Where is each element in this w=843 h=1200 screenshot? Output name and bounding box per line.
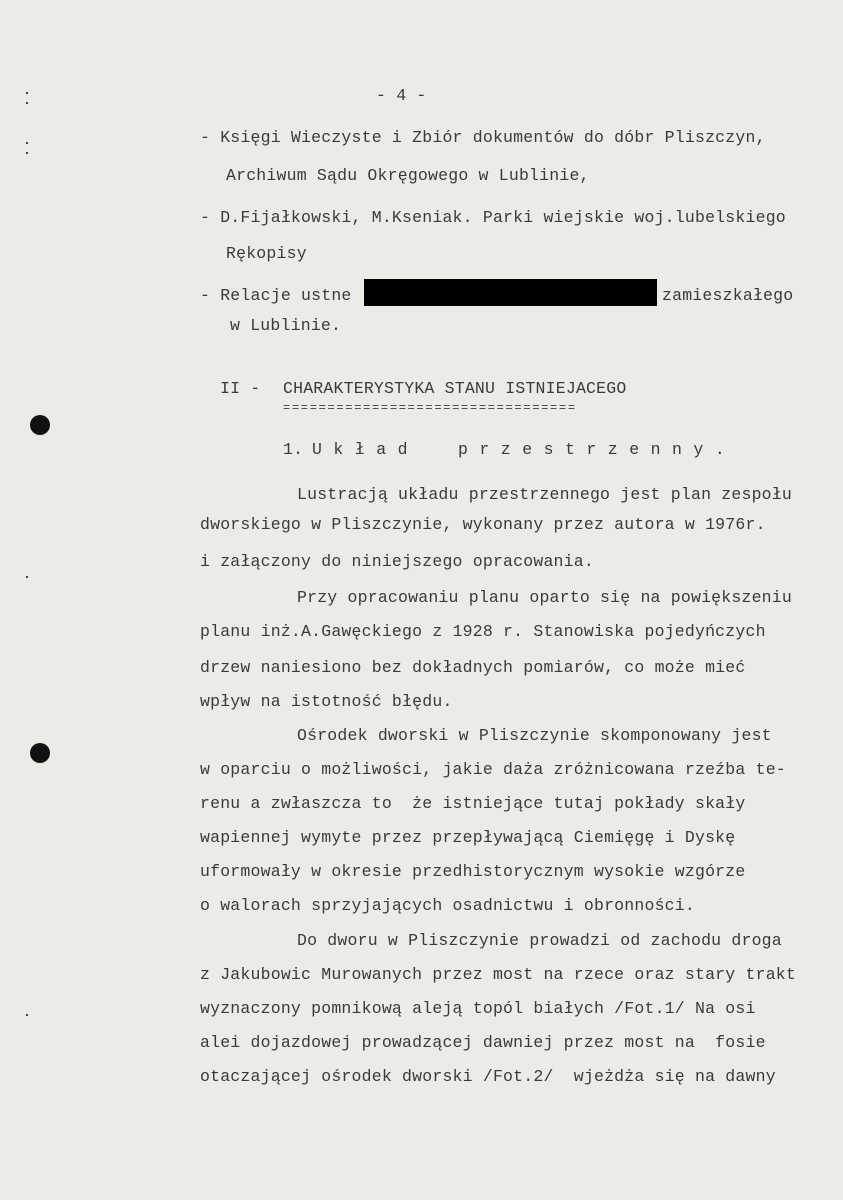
body-line: uformowały w okresie przedhistorycznym wysokie wzgórze: [200, 862, 746, 881]
body-line: i załączony do niniejszego opracowania.: [200, 552, 594, 571]
body-line: wpływ na istotność błędu.: [200, 692, 453, 711]
body-line: alei dojazdowej prowadzącej dawniej przez most na fosie: [200, 1033, 766, 1052]
margin-speck: [26, 576, 28, 578]
section-underline: =================================: [283, 401, 577, 415]
body-line: wyznaczony pomnikową aleją topól białych /Fot.1/ Na osi: [200, 999, 756, 1018]
section-title: CHARAKTERYSTYKA STANU ISTNIEJACEGO: [283, 379, 627, 398]
margin-speck: [26, 1014, 28, 1016]
bibliography-entry-2-line-1: - D.Fijałkowski, M.Kseniak. Parki wiejskie woj.lubelskiego: [200, 208, 786, 227]
section-number: II -: [220, 379, 261, 398]
redaction-bar: [364, 279, 657, 306]
body-line: z Jakubowic Murowanych przez most na rzece oraz stary trakt: [200, 965, 796, 984]
margin-speck: [26, 152, 28, 154]
punch-hole: [30, 415, 50, 435]
body-line: w oparciu o możliwości, jakie daża zróżnicowana rzeźba te-: [200, 760, 786, 779]
bibliography-entry-1-line-2: Archiwum Sądu Okręgowego w Lublinie,: [226, 166, 590, 185]
punch-hole: [30, 743, 50, 763]
bibliography-entry-3-line-1: - Relacje ustne: [200, 286, 352, 305]
body-line: Do dworu w Pliszczynie prowadzi od zachodu droga: [297, 931, 782, 950]
page-number: - 4 -: [376, 86, 427, 105]
margin-speck: [26, 92, 28, 94]
margin-speck: [26, 102, 28, 104]
margin-speck: [26, 142, 28, 144]
subsection-word-1: Układ: [312, 440, 420, 459]
body-line: otaczającej ośrodek dworski /Fot.2/ wjeżdża się na dawny: [200, 1067, 776, 1086]
bibliography-entry-1-line-1: - Księgi Wieczyste i Zbiór dokumentów do dóbr Pliszczyn,: [200, 128, 766, 147]
bibliography-entry-3-line-1-end: zamieszkałego: [662, 286, 794, 305]
body-line: Ośrodek dworski w Pliszczynie skomponowany jest: [297, 726, 772, 745]
body-line: wapiennej wymyte przez przepływającą Ciemięgę i Dyskę: [200, 828, 736, 847]
subsection-word-2: przestrzenny.: [458, 440, 737, 459]
body-line: Lustracją układu przestrzennego jest plan zespołu: [297, 485, 792, 504]
body-line: planu inż.A.Gawęckiego z 1928 r. Stanowiska pojedyńczych: [200, 622, 766, 641]
body-line: o walorach sprzyjających osadnictwu i obronności.: [200, 896, 695, 915]
bibliography-entry-3-line-2: w Lublinie.: [230, 316, 342, 335]
bibliography-entry-2-line-2: Rękopisy: [226, 244, 307, 263]
body-line: Przy opracowaniu planu oparto się na powiększeniu: [297, 588, 792, 607]
body-line: drzew naniesiono bez dokładnych pomiarów, co może mieć: [200, 658, 746, 677]
body-line: dworskiego w Pliszczynie, wykonany przez autora w 1976r.: [200, 515, 766, 534]
body-line: renu a zwłaszcza to że istniejące tutaj pokłady skały: [200, 794, 746, 813]
subsection-number: 1.: [283, 440, 304, 459]
